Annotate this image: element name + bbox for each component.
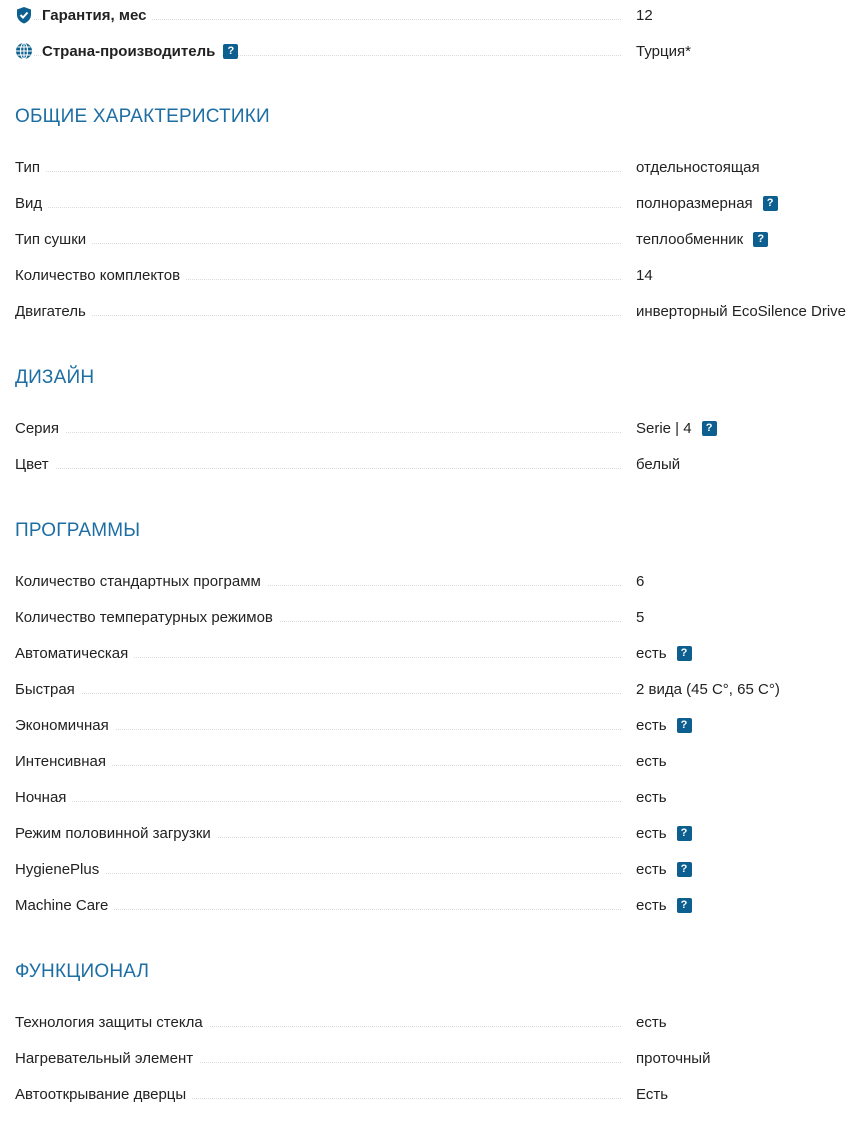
spec-label: Серия bbox=[15, 420, 65, 437]
spec-label: Тип bbox=[15, 159, 46, 176]
spec-row bbox=[15, 857, 862, 881]
help-icon[interactable]: ? bbox=[223, 44, 238, 59]
section-title-general: ОБЩИЕ ХАРАКТЕРИСТИКИ bbox=[15, 106, 270, 127]
spec-value: проточный bbox=[636, 1049, 711, 1067]
dotted-leader bbox=[15, 801, 621, 802]
help-icon[interactable]: ? bbox=[763, 196, 778, 211]
spec-value: 5 bbox=[636, 608, 645, 626]
spec-label: Технология защиты стекла bbox=[15, 1014, 209, 1031]
spec-row bbox=[15, 749, 862, 773]
section-title-programs: ПРОГРАММЫ bbox=[15, 520, 141, 541]
dotted-leader bbox=[15, 207, 621, 208]
spec-label: HygienePlus bbox=[15, 861, 105, 878]
spec-value: отдельностоящая bbox=[636, 158, 760, 176]
spec-value: есть bbox=[636, 788, 667, 806]
spec-value: полноразмерная bbox=[636, 194, 753, 212]
spec-row bbox=[15, 416, 862, 440]
spec-label: Количество комплектов bbox=[15, 267, 186, 284]
spec-label: Страна-производитель bbox=[42, 43, 221, 60]
spec-row bbox=[15, 1082, 862, 1106]
shield-check-icon bbox=[15, 6, 33, 24]
dotted-leader bbox=[15, 468, 621, 469]
spec-label: Двигатель bbox=[15, 303, 92, 320]
dotted-leader bbox=[15, 693, 621, 694]
dotted-leader bbox=[15, 243, 621, 244]
spec-value: есть bbox=[636, 644, 667, 662]
help-icon[interactable]: ? bbox=[677, 646, 692, 661]
help-icon[interactable]: ? bbox=[677, 862, 692, 877]
spec-label: Автоматическая bbox=[15, 645, 134, 662]
spec-row bbox=[15, 452, 862, 476]
spec-label: Режим половинной загрузки bbox=[15, 825, 217, 842]
spec-value: 6 bbox=[636, 572, 645, 590]
dotted-leader bbox=[15, 873, 621, 874]
spec-value: есть bbox=[636, 860, 667, 878]
spec-value: есть bbox=[636, 824, 667, 842]
spec-value: есть bbox=[636, 896, 667, 914]
spec-label: Экономичная bbox=[15, 717, 115, 734]
spec-label: Machine Care bbox=[15, 897, 114, 914]
spec-row bbox=[15, 569, 862, 593]
spec-value: белый bbox=[636, 455, 681, 473]
spec-label: Тип сушки bbox=[15, 231, 92, 248]
spec-value: 14 bbox=[636, 266, 653, 284]
spec-row bbox=[15, 1010, 862, 1034]
spec-row bbox=[15, 785, 862, 809]
help-icon[interactable]: ? bbox=[677, 718, 692, 733]
spec-value: Турция* bbox=[636, 42, 691, 60]
spec-value: 2 вида (45 C°, 65 C°) bbox=[636, 680, 780, 698]
spec-value: 12 bbox=[636, 6, 653, 24]
spec-label: Цвет bbox=[15, 456, 55, 473]
spec-value: есть bbox=[636, 716, 667, 734]
help-icon[interactable]: ? bbox=[677, 826, 692, 841]
spec-label: Нагревательный элемент bbox=[15, 1050, 199, 1067]
spec-row bbox=[15, 713, 862, 737]
spec-row bbox=[15, 641, 862, 665]
spec-label: Ночная bbox=[15, 789, 72, 806]
spec-label: Вид bbox=[15, 195, 48, 212]
spec-row bbox=[15, 263, 862, 287]
help-icon[interactable]: ? bbox=[677, 898, 692, 913]
spec-value: есть bbox=[636, 1013, 667, 1031]
help-icon[interactable]: ? bbox=[753, 232, 768, 247]
globe-icon bbox=[15, 42, 33, 60]
spec-row-country bbox=[15, 39, 862, 63]
help-icon[interactable]: ? bbox=[702, 421, 717, 436]
spec-value: теплообменник bbox=[636, 230, 744, 248]
spec-label: Интенсивная bbox=[15, 753, 112, 770]
section-title-design: ДИЗАЙН bbox=[15, 367, 95, 388]
dotted-leader bbox=[15, 432, 621, 433]
spec-row bbox=[15, 893, 862, 917]
spec-value: есть bbox=[636, 752, 667, 770]
spec-row bbox=[15, 821, 862, 845]
section-title-features: ФУНКЦИОНАЛ bbox=[15, 961, 150, 982]
spec-row bbox=[15, 155, 862, 179]
dotted-leader bbox=[15, 171, 621, 172]
spec-label: Гарантия, мес bbox=[42, 7, 152, 24]
spec-row bbox=[15, 191, 862, 215]
spec-row-warranty bbox=[15, 3, 862, 27]
spec-value: Serie | 4 bbox=[636, 419, 692, 437]
spec-row bbox=[15, 605, 862, 629]
spec-row bbox=[15, 677, 862, 701]
spec-label: Количество температурных режимов bbox=[15, 609, 279, 626]
spec-value: инверторный EcoSilence Drive bbox=[636, 302, 847, 320]
dotted-leader bbox=[15, 315, 621, 316]
spec-label: Автооткрывание дверцы bbox=[15, 1086, 192, 1103]
spec-row bbox=[15, 227, 862, 251]
spec-label: Количество стандартных программ bbox=[15, 573, 267, 590]
spec-value: Есть bbox=[636, 1085, 669, 1103]
spec-row bbox=[15, 1046, 862, 1070]
spec-label: Быстрая bbox=[15, 681, 81, 698]
spec-row bbox=[15, 299, 862, 323]
